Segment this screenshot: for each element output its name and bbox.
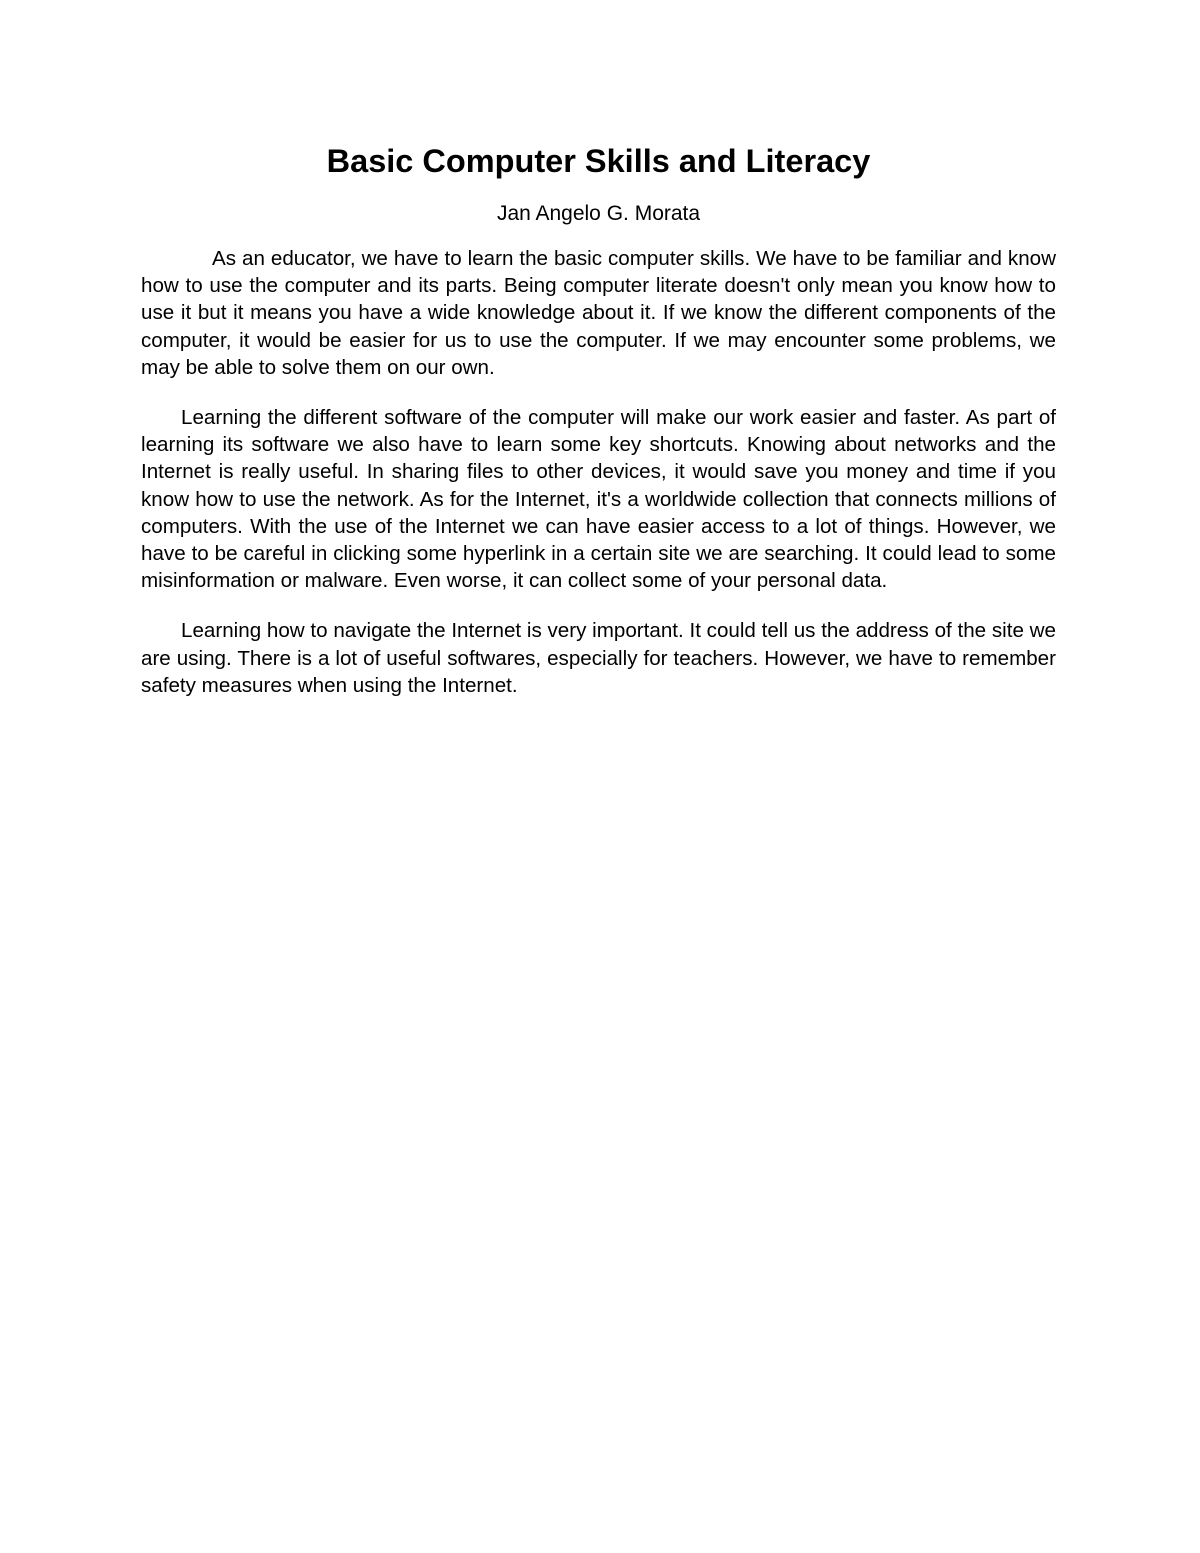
document-title: Basic Computer Skills and Literacy	[326, 143, 871, 179]
paragraph-3: Learning how to navigate the Internet is very important. It could tell us the address of the site we are using. There is a lot of useful softwares, especially for teachers. However, we have to remember safety measures when using the Internet.	[141, 619, 1056, 697]
document-author: Jan Angelo G. Morata	[496, 202, 701, 225]
paragraph-2: Learning the different software of the computer will make our work easier and faster. As part of learning its software we also have to learn some key shortcuts. Knowing about networks and the Internet is really useful. In sharing files to other devices, it would save you money and time if you know how to use the network. As for the Internet, it's a worldwide collection that connects millions of computers. With the use of the Internet we can have easier access to a lot of things. However, we have to be careful in clicking some hyperlink in a certain site we are searching. It could lead to some misinformation or malware. Even worse, it can collect some of your personal data.	[141, 406, 1056, 593]
paragraph-1: As an educator, we have to learn the basic computer skills. We have to be familiar and know how to use the computer and its parts. Being computer literate doesn't only mean you know how to use it but it means you have a wide knowledge about it. If we know the different components of the computer, it would be easier for us to use the computer. If we may encounter some problems, we may be able to solve them on our own.	[141, 247, 1056, 379]
document-body	[141, 138, 1056, 699]
